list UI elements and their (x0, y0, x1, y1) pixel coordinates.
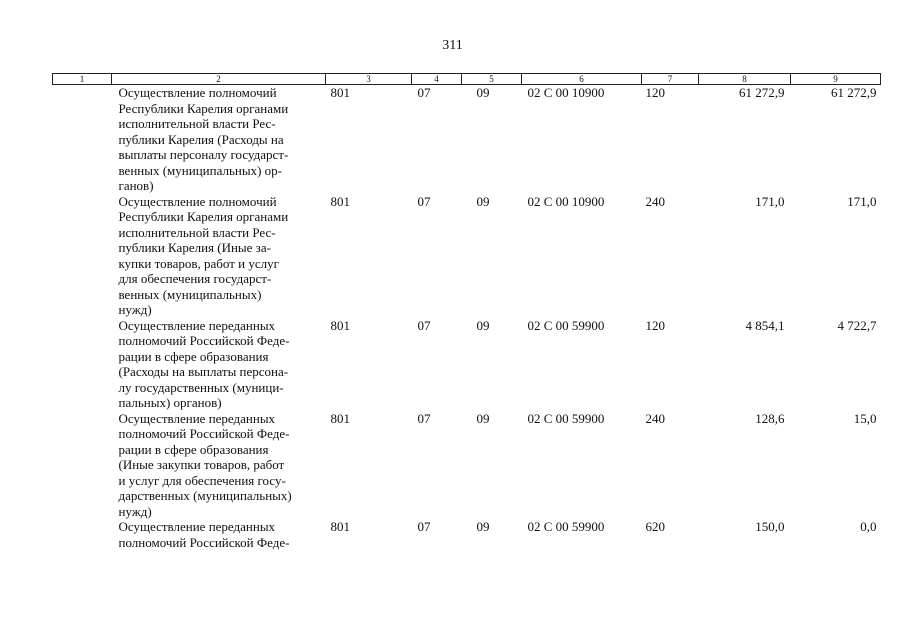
description-line: Республики Карелия органами (118, 209, 289, 224)
subsection-code-cell: 09 (476, 193, 490, 209)
description-line: для обеспечения государст- (118, 271, 272, 286)
subsection-code-cell: 09 (476, 519, 490, 534)
description-line: исполнительной власти Рес- (118, 224, 276, 240)
ministry-code-cell: 801 (330, 519, 350, 534)
table-row (53, 411, 881, 520)
subsection-code-cell: 09 (476, 85, 490, 100)
description-line: публики Карелия (Иные за- (118, 240, 271, 255)
expense-type-cell: 120 (645, 317, 665, 333)
expense-type-cell: 240 (645, 193, 665, 209)
amount-planned-cell: 4 854,1 (745, 317, 785, 333)
row-number-cell (53, 85, 112, 194)
description-line: рации в сфере образования (118, 348, 269, 364)
row-number-cell (53, 519, 112, 550)
description-line: и услуг для обеспечения госу- (118, 472, 286, 488)
description-line: ганов) (118, 178, 154, 193)
amount-executed-cell: 15,0 (853, 410, 877, 426)
description-line: венных (муниципальных) ор- (118, 162, 282, 178)
expense-type-cell: 120 (645, 85, 665, 100)
description-line: исполнительной власти Рес- (118, 116, 276, 131)
column-header-7: 7 (642, 74, 699, 85)
description-line: (Расходы на выплаты персона- (118, 364, 289, 379)
section-code-cell: 07 (417, 317, 431, 333)
subsection-code-cell: 09 (476, 317, 490, 333)
column-header-6: 6 (522, 74, 642, 85)
section-code-cell: 07 (417, 193, 431, 209)
description-line: нужд) (118, 503, 152, 519)
description-line: купки товаров, работ и услуг (118, 255, 279, 271)
description-line: (Иные закупки товаров, работ (118, 457, 285, 472)
amount-executed-cell: 0,0 (860, 519, 877, 534)
description-line: Осуществление переданных (118, 410, 276, 426)
description-line: дарственных (муниципальных) (118, 488, 292, 503)
expense-type-cell: 240 (645, 410, 665, 426)
description-cell (112, 318, 326, 411)
description-line: полномочий Российской Феде- (118, 534, 290, 550)
column-header-1: 1 (53, 74, 112, 85)
description-line: Осуществление переданных (118, 317, 276, 333)
description-line: венных (муниципальных) (118, 286, 262, 302)
amount-planned-cell: 128,6 (755, 410, 785, 426)
ministry-code-cell: 801 (330, 317, 350, 333)
row-number-cell (53, 411, 112, 520)
description-cell (112, 519, 326, 550)
table-row (53, 194, 881, 318)
column-number-header (53, 74, 881, 85)
table-row (53, 318, 881, 411)
table-body (53, 85, 881, 551)
description-cell (112, 411, 326, 520)
description-line: публики Карелия (Расходы на (118, 131, 284, 147)
description-line: полномочий Российской Феде- (118, 333, 290, 348)
description-line: выплаты персоналу государст- (118, 147, 289, 162)
budget-table (52, 73, 881, 550)
column-header-3: 3 (326, 74, 412, 85)
description-line: Осуществление переданных (118, 519, 276, 534)
section-code-cell: 07 (417, 519, 431, 534)
description-line: пальных) органов) (118, 395, 222, 410)
target-article-cell: 02 С 00 59900 (527, 410, 605, 426)
row-number-cell (53, 194, 112, 318)
target-article-cell: 02 С 00 10900 (527, 85, 605, 100)
target-article-cell: 02 С 00 59900 (527, 519, 605, 534)
amount-planned-cell: 61 272,9 (739, 85, 785, 100)
description-line: Республики Карелия органами (118, 100, 289, 116)
amount-executed-cell: 4 722,7 (837, 317, 877, 333)
description-line: Осуществление полномочий (118, 193, 277, 209)
description-line: рации в сфере образования (118, 441, 269, 457)
row-number-cell (53, 318, 112, 411)
amount-planned-cell: 150,0 (755, 519, 785, 534)
amount-planned-cell: 171,0 (755, 193, 785, 209)
section-code-cell: 07 (417, 410, 431, 426)
description-line: нужд) (118, 302, 152, 317)
target-article-cell: 02 С 00 59900 (527, 317, 605, 333)
description-line: лу государственных (муници- (118, 379, 284, 395)
target-article-cell: 02 С 00 10900 (527, 193, 605, 209)
table-row (53, 85, 881, 194)
subsection-code-cell: 09 (476, 410, 490, 426)
column-header-5: 5 (462, 74, 522, 85)
expense-type-cell: 620 (645, 519, 665, 534)
column-header-4: 4 (412, 74, 462, 85)
ministry-code-cell: 801 (330, 193, 350, 209)
page-number: 311 (442, 38, 463, 53)
description-line: Осуществление полномочий (118, 85, 277, 100)
column-header-8: 8 (699, 74, 791, 85)
description-cell (112, 85, 326, 194)
table-row (53, 519, 881, 550)
section-code-cell: 07 (417, 85, 431, 100)
column-header-9: 9 (791, 74, 881, 85)
amount-executed-cell: 61 272,9 (831, 85, 877, 100)
description-line: полномочий Российской Феде- (118, 426, 290, 441)
ministry-code-cell: 801 (330, 410, 350, 426)
amount-executed-cell: 171,0 (847, 193, 877, 209)
column-header-2: 2 (112, 74, 326, 85)
description-cell (112, 194, 326, 318)
ministry-code-cell: 801 (330, 85, 350, 100)
